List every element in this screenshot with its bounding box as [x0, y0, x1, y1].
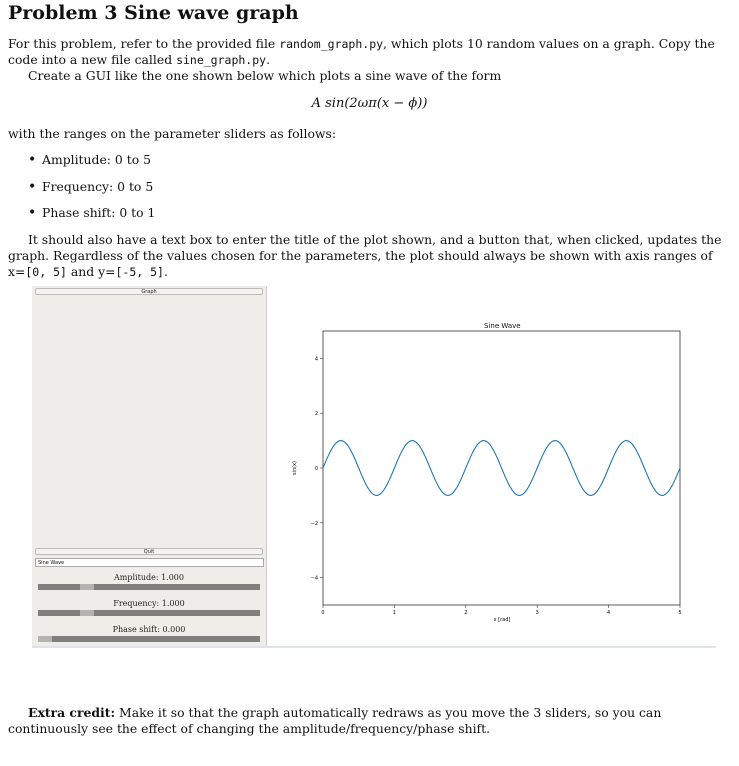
graph-button[interactable]: Graph — [35, 288, 263, 295]
x-tick-label: 5 — [678, 610, 682, 616]
sine-equation: A sin(2ωπ(x − ϕ)) — [311, 96, 428, 111]
x-tick-label: 4 — [607, 610, 611, 616]
file-name-sine: sine_graph.py — [176, 53, 267, 67]
plot-title-input[interactable]: Sine Wave — [35, 558, 264, 567]
x-tick-label: 0 — [321, 610, 325, 616]
page-title: Problem 3 Sine wave graph — [8, 2, 299, 24]
ranges-paragraph: with the ranges on the parameter sliders as follows: — [8, 126, 337, 141]
y-axis-label: sin(x) — [292, 460, 298, 476]
phase-label: Phase shift: 0.000 — [112, 625, 186, 634]
frequency-label: Frequency: 1.000 — [113, 599, 185, 608]
x-tick-label: 2 — [464, 610, 468, 616]
chart-title: Sine Wave — [484, 322, 521, 330]
y-tick-label: −2 — [310, 520, 318, 527]
extra-credit-label: Extra credit: — [28, 705, 116, 720]
extra-credit-paragraph: Extra credit: Make it so that the graph automatically redraws as you move the 3 sliders, so you can continuously see the effect of changing the amplitude/frequency/phase shift. — [8, 705, 662, 736]
create-gui-paragraph: Create a GUI like the one shown below which plots a sine wave of the form — [28, 68, 502, 83]
y-tick-label: 2 — [314, 411, 318, 418]
requirements-paragraph: It should also have a text box to enter the title of the plot shown, and a button that, when clicked, updates the graph. Regardless of the values chosen for the parameters, the plot should always be shown with axis ranges of x=[0, 5] and y=[-5, 5]. — [8, 232, 722, 279]
quit-button[interactable]: Quit — [35, 548, 263, 555]
x-tick-label: 3 — [535, 610, 539, 616]
sine-plot — [32, 286, 716, 648]
y-tick-label: −4 — [310, 575, 318, 582]
intro-paragraph: For this problem, refer to the provided file random_graph.py, which plots 10 random values on a graph. Copy the code into a new file called sine_graph.py. — [8, 36, 715, 67]
file-name-random: random_graph.py — [279, 37, 384, 51]
y-tick-label: 0 — [314, 466, 318, 472]
gui-figure — [32, 286, 716, 648]
figure-divider — [32, 646, 716, 648]
bullet-frequency: • Frequency: 0 to 5 — [28, 179, 153, 195]
amplitude-label: Amplitude: 1.000 — [114, 573, 184, 582]
bullet-phase: • Phase shift: 0 to 1 — [28, 205, 155, 221]
x-axis-label: x [rad] — [493, 617, 511, 623]
x-tick-label: 1 — [392, 610, 396, 616]
y-tick-label: 4 — [314, 356, 318, 363]
bullet-amplitude: • Amplitude: 0 to 5 — [28, 152, 151, 168]
sine-line — [323, 441, 680, 496]
